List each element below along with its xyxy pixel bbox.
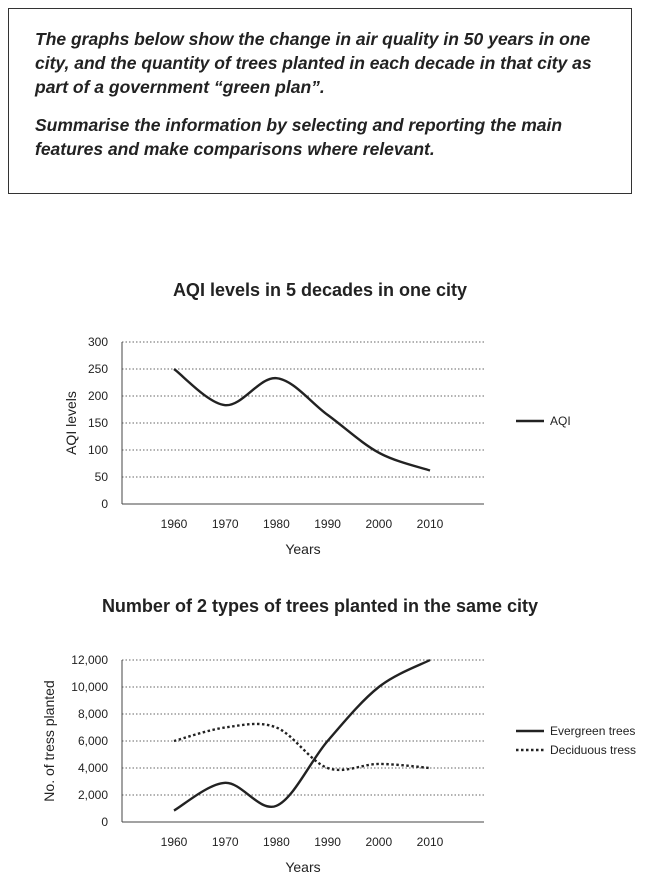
series-line-1	[174, 724, 430, 770]
y-tick-label: 10,000	[71, 680, 108, 694]
x-axis-title: Years	[285, 541, 321, 557]
x-tick-label: 1990	[314, 835, 341, 849]
legend-label-0: Evergreen trees	[550, 724, 636, 738]
y-axis-title: AQI levels	[63, 391, 79, 455]
x-tick-label: 2010	[416, 835, 444, 849]
y-tick-label: 2,000	[77, 788, 108, 802]
legend-label-1: Deciduous tress	[550, 743, 637, 757]
series-line-0	[174, 369, 430, 471]
y-tick-label: 150	[87, 416, 108, 430]
trees-chart-title: Number of 2 types of trees planted in the same city	[101, 596, 539, 616]
aqi-line-chart	[0, 320, 657, 580]
y-tick-label: 0	[101, 815, 108, 829]
y-tick-label: 6,000	[77, 734, 108, 748]
aqi-chart-title: AQI levels in 5 decades in one city	[172, 280, 468, 300]
x-tick-label: 1990	[314, 517, 341, 531]
y-tick-label: 300	[87, 335, 108, 349]
y-tick-label: 50	[94, 470, 108, 484]
x-tick-label: 2000	[365, 835, 393, 849]
y-axis-title: No. of tress planted	[41, 680, 57, 802]
prompt-paragraph-2: Summarise the information by selecting and reporting the main features and make comparisons where relevant.	[35, 115, 563, 159]
y-tick-label: 0	[101, 497, 108, 511]
trees-line-chart	[0, 620, 657, 886]
y-tick-label: 12,000	[71, 653, 108, 667]
y-tick-label: 250	[87, 362, 108, 376]
x-tick-label: 1970	[211, 835, 239, 849]
legend-label-0: AQI	[550, 414, 571, 428]
x-tick-label: 1980	[263, 517, 290, 531]
x-tick-label: 2010	[416, 517, 444, 531]
x-tick-label: 1980	[263, 835, 290, 849]
y-tick-label: 200	[87, 389, 108, 403]
prompt-paragraph-1: The graphs below show the change in air quality in 50 years in one city, and the quantity of trees planted in each decade in that city as part of a government “green plan”.	[35, 29, 592, 97]
y-tick-label: 8,000	[77, 707, 108, 721]
x-tick-label: 1970	[211, 517, 239, 531]
x-axis-title: Years	[285, 859, 321, 875]
x-tick-label: 1960	[160, 835, 188, 849]
x-tick-label: 2000	[365, 517, 393, 531]
series-line-0	[174, 660, 430, 811]
x-tick-label: 1960	[160, 517, 188, 531]
y-tick-label: 100	[87, 443, 108, 457]
y-tick-label: 4,000	[77, 761, 108, 775]
task-prompt-box	[8, 8, 632, 194]
